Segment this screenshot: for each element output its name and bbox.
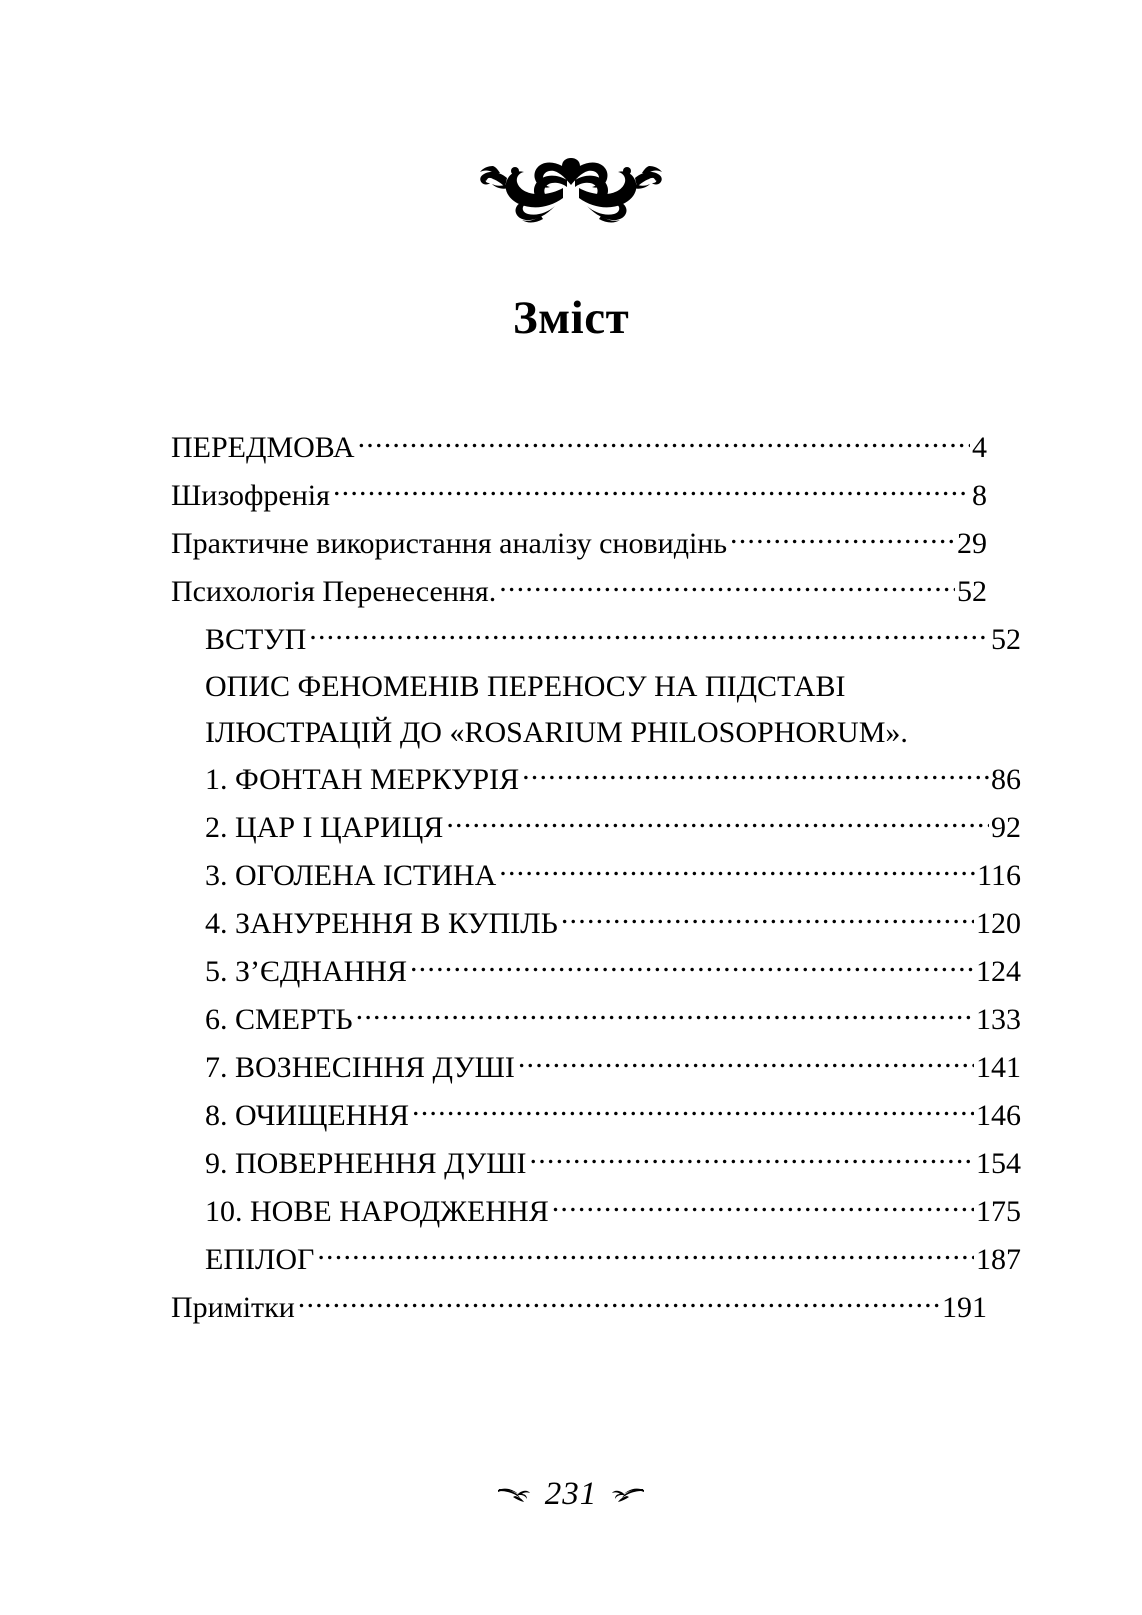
toc-entry-label: Практичне використання аналізу сновидінь (171, 527, 728, 560)
toc-dot-leader (730, 523, 955, 553)
toc-entry[interactable] (171, 900, 1021, 948)
toc-entry[interactable] (171, 1140, 1021, 1188)
toc-entry-label: 2. ЦАР І ЦАРИЦЯ (205, 811, 444, 844)
toc-entry-page-number: 120 (976, 907, 1021, 940)
toc-entry-page-number: 86 (991, 763, 1021, 796)
toc-entry-label: 7. ВОЗНЕСІННЯ ДУШІ (205, 1051, 515, 1084)
leaf-swirl-ornament-right (611, 1487, 645, 1503)
toc-dot-leader (518, 1047, 974, 1077)
leaf-swirl-ornament-left (497, 1487, 531, 1503)
toc-entry-page-number: 92 (991, 811, 1021, 844)
toc-entry[interactable] (171, 804, 1021, 852)
toc-entry-label: Примітки (171, 1291, 295, 1324)
toc-entry-page-number: 187 (976, 1243, 1021, 1276)
toc-entry-page-number: 52 (957, 575, 987, 608)
toc-entry-page-number: 124 (976, 955, 1021, 988)
toc-entry-page-number: 133 (976, 1003, 1021, 1036)
toc-dot-leader (552, 1191, 974, 1221)
toc-entry-label: 9. ПОВЕРНЕННЯ ДУШІ (205, 1147, 527, 1180)
toc-dot-leader (522, 759, 989, 789)
toc-dot-leader (309, 619, 989, 649)
toc-entry[interactable] (171, 472, 987, 520)
toc-entry-label: ЕПІЛОГ (205, 1243, 315, 1276)
toc-entry-page-number: 141 (976, 1051, 1021, 1084)
toc-entry-page-number: 4 (972, 431, 987, 464)
page-footer (0, 1478, 1142, 1511)
toc-entry-label: ПЕРЕДМОВА (171, 431, 355, 464)
toc-dot-leader (298, 1287, 940, 1317)
toc-entry[interactable] (171, 520, 987, 568)
toc-entry-label: Шизофренія (171, 479, 330, 512)
toc-entry-page-number: 146 (976, 1099, 1021, 1132)
toc-entry[interactable] (171, 568, 987, 616)
toc-entry-page-number: 175 (976, 1195, 1021, 1228)
table-of-contents (171, 424, 1021, 1332)
toc-entry-label: 4. ЗАНУРЕННЯ В КУПІЛЬ (205, 907, 558, 940)
toc-dot-leader (412, 1095, 974, 1125)
toc-entry[interactable] (171, 1092, 1021, 1140)
toc-entry-page-number: 52 (991, 623, 1021, 656)
toc-entry-label: ВСТУП (205, 623, 307, 656)
toc-entry-label: ОПИС ФЕНОМЕНІВ ПЕРЕНОСУ НА ПІДСТАВІ ІЛЮСТРАЦІЙ ДО «ROSARIUM PHILOSOPHORUM». (205, 670, 908, 749)
toc-entry[interactable] (171, 424, 987, 472)
toc-dot-leader (499, 855, 975, 885)
toc-entry[interactable] (171, 1284, 987, 1332)
toc-entry[interactable] (171, 852, 1021, 900)
toc-dot-leader (356, 999, 974, 1029)
toc-entry-page-number: 116 (977, 859, 1021, 892)
toc-entry-label: Психологія Перенесення. (171, 575, 497, 608)
toc-entry-label: 6. СМЕРТЬ (205, 1003, 353, 1036)
toc-entry[interactable] (171, 664, 1021, 756)
toc-dot-leader (499, 571, 955, 601)
toc-entry-label: 10. НОВЕ НАРОДЖЕННЯ (205, 1195, 549, 1228)
toc-entry[interactable] (171, 1236, 1021, 1284)
toc-entry[interactable] (171, 948, 1021, 996)
toc-dot-leader (333, 475, 970, 505)
toc-entry-label: 8. ОЧИЩЕННЯ (205, 1099, 410, 1132)
toc-entry[interactable] (171, 1188, 1021, 1236)
toc-entry[interactable] (171, 756, 1021, 804)
toc-entry[interactable] (171, 996, 1021, 1044)
toc-entry-page-number: 191 (942, 1291, 987, 1324)
toc-dot-leader (446, 807, 989, 837)
toc-dot-leader (317, 1239, 974, 1269)
toc-entry-label: 5. З’ЄДНАННЯ (205, 955, 407, 988)
page-title: Зміст (512, 292, 630, 345)
toc-entry[interactable] (171, 1044, 1021, 1092)
toc-dot-leader (561, 903, 974, 933)
footer-page-number: 231 (544, 1476, 598, 1512)
toc-entry-label: 3. ОГОЛЕНА ІСТИНА (205, 859, 497, 892)
toc-dot-leader (358, 427, 970, 457)
floral-flourish-ornament (0, 152, 1142, 230)
toc-entry-page-number: 154 (976, 1147, 1021, 1180)
toc-entry[interactable] (171, 616, 1021, 664)
toc-entry-page-number: 8 (972, 479, 987, 512)
toc-dot-leader (410, 951, 974, 981)
toc-entry-page-number: 29 (957, 527, 987, 560)
toc-dot-leader (530, 1143, 974, 1173)
toc-entry-label: 1. ФОНТАН МЕРКУРІЯ (205, 763, 520, 796)
